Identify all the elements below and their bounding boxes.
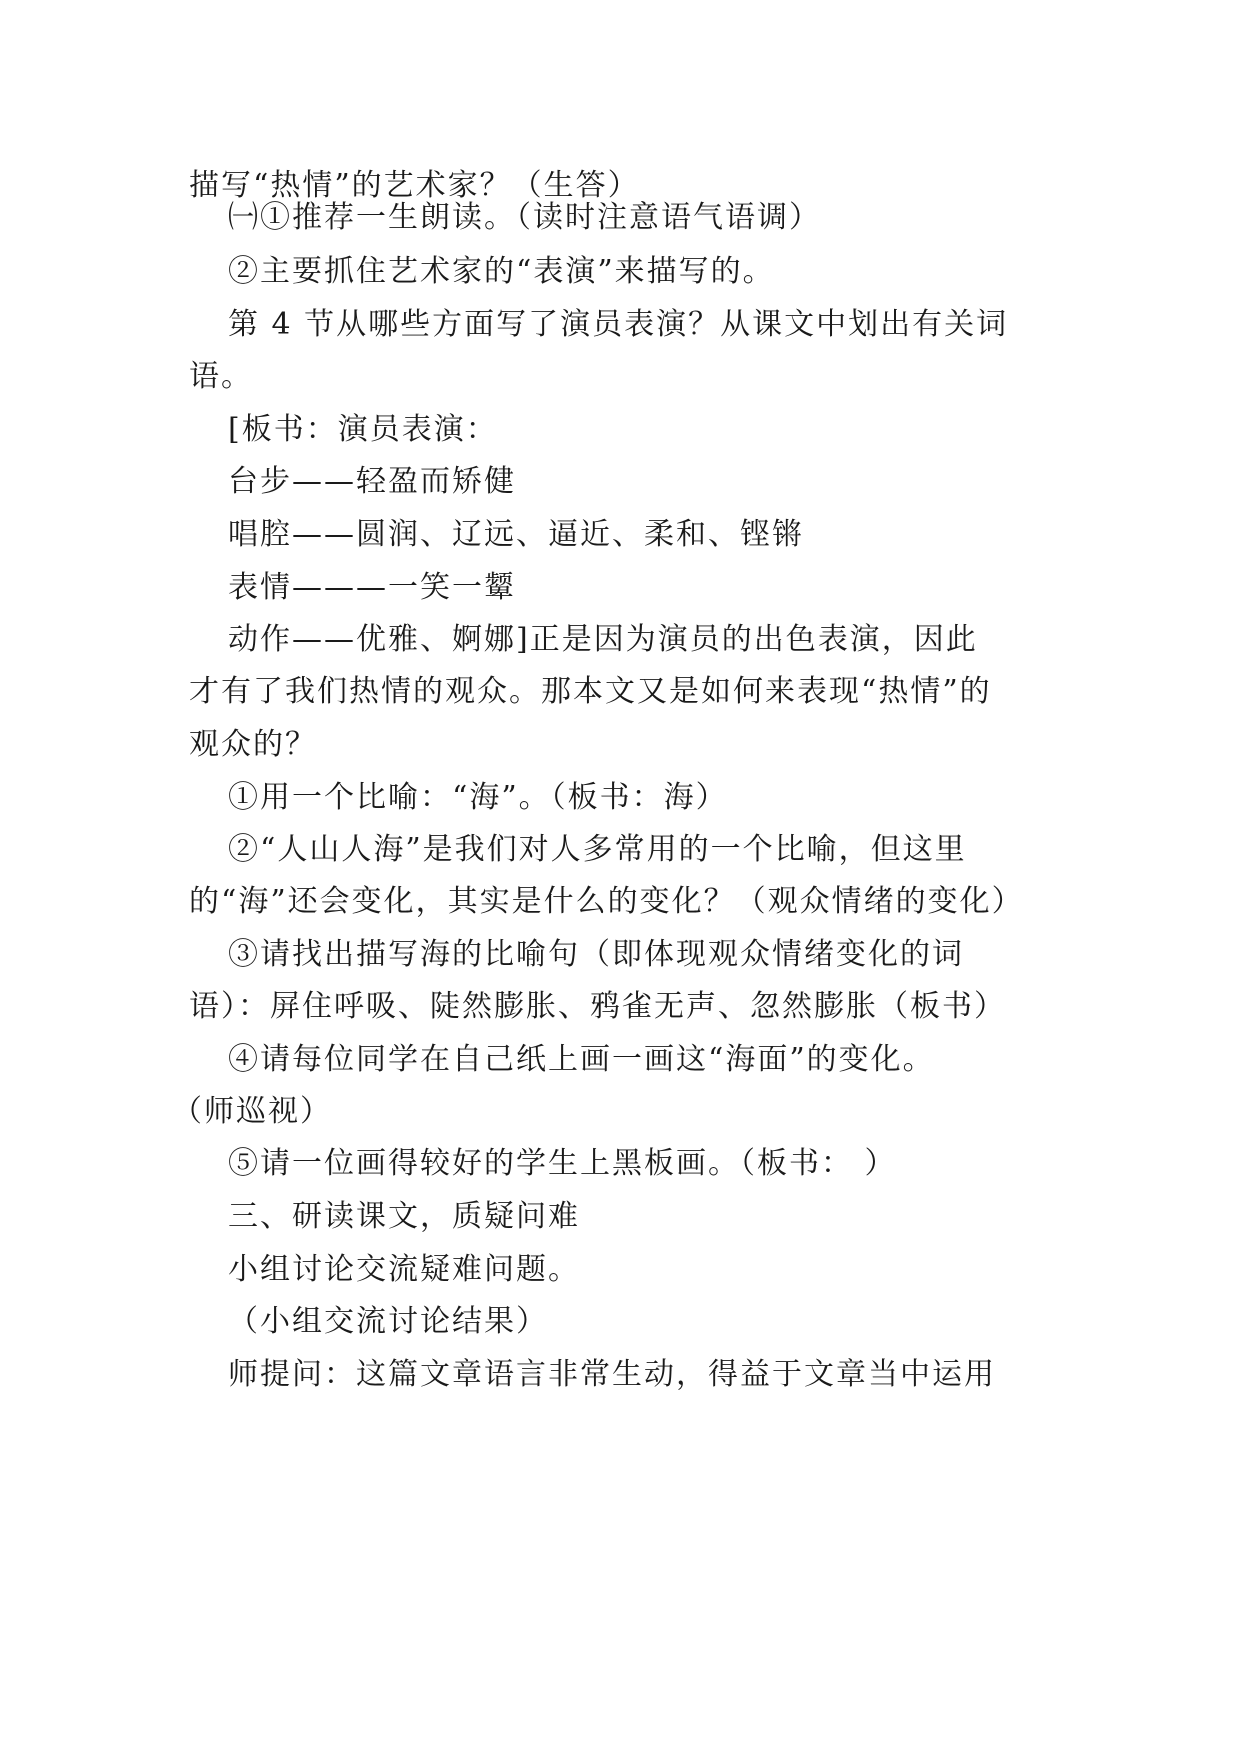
text-line: 描写“热情”的艺术家？（生答） [189,168,640,203]
text-line: 语。 [189,359,253,394]
text-line: ⑤请一位画得较好的学生上黑板画。（板书： ） [228,1146,897,1181]
text-line: 唱腔——圆润、辽远、逼近、柔和、铿锵 [228,517,804,552]
text-line: 的“海”还会变化，其实是什么的变化？（观众情绪的变化） [189,884,1024,919]
text-line: ②主要抓住艺术家的“表演”来描写的。 [228,254,775,289]
text-line: 语）：屏住呼吸、陡然膨胀、鸦雀无声、忽然膨胀（板书） [189,989,1006,1024]
text-line: （小组交流讨论结果） [228,1304,548,1339]
text-line: 台步——轻盈而矫健 [228,464,516,499]
text-line: ④请每位同学在自己纸上画一画这“海面”的变化。 [228,1042,935,1077]
text-line: 表情———一笑一颦 [228,570,516,605]
text-line: （师巡视） [172,1094,332,1129]
text-line: 小组讨论交流疑难问题。 [228,1252,580,1287]
text-line: ①用一个比喻：“海”。（板书：海） [228,780,728,815]
text-line: 动作——优雅、婀娜]正是因为演员的出色表演，因此 [228,622,978,657]
text-line: 第 4 节从哪些方面写了演员表演？从课文中划出有关词 [228,307,1009,342]
text-line: ③请找出描写海的比喻句（即体现观众情绪变化的词 [228,937,964,972]
text-line: [板书：演员表演： [228,412,498,447]
text-line: 观众的？ [189,727,317,762]
text-line: ㈠①推荐一生朗读。（读时注意语气语调） [228,200,821,235]
text-line: 三、研读课文，质疑问难 [228,1199,580,1234]
text-line: 才有了我们热情的观众。那本文又是如何来表现“热情”的 [189,674,992,709]
text-line: 师提问：这篇文章语言非常生动，得益于文章当中运用 [228,1357,996,1392]
text-line: ②“人山人海”是我们对人多常用的一个比喻，但这里 [228,832,967,867]
